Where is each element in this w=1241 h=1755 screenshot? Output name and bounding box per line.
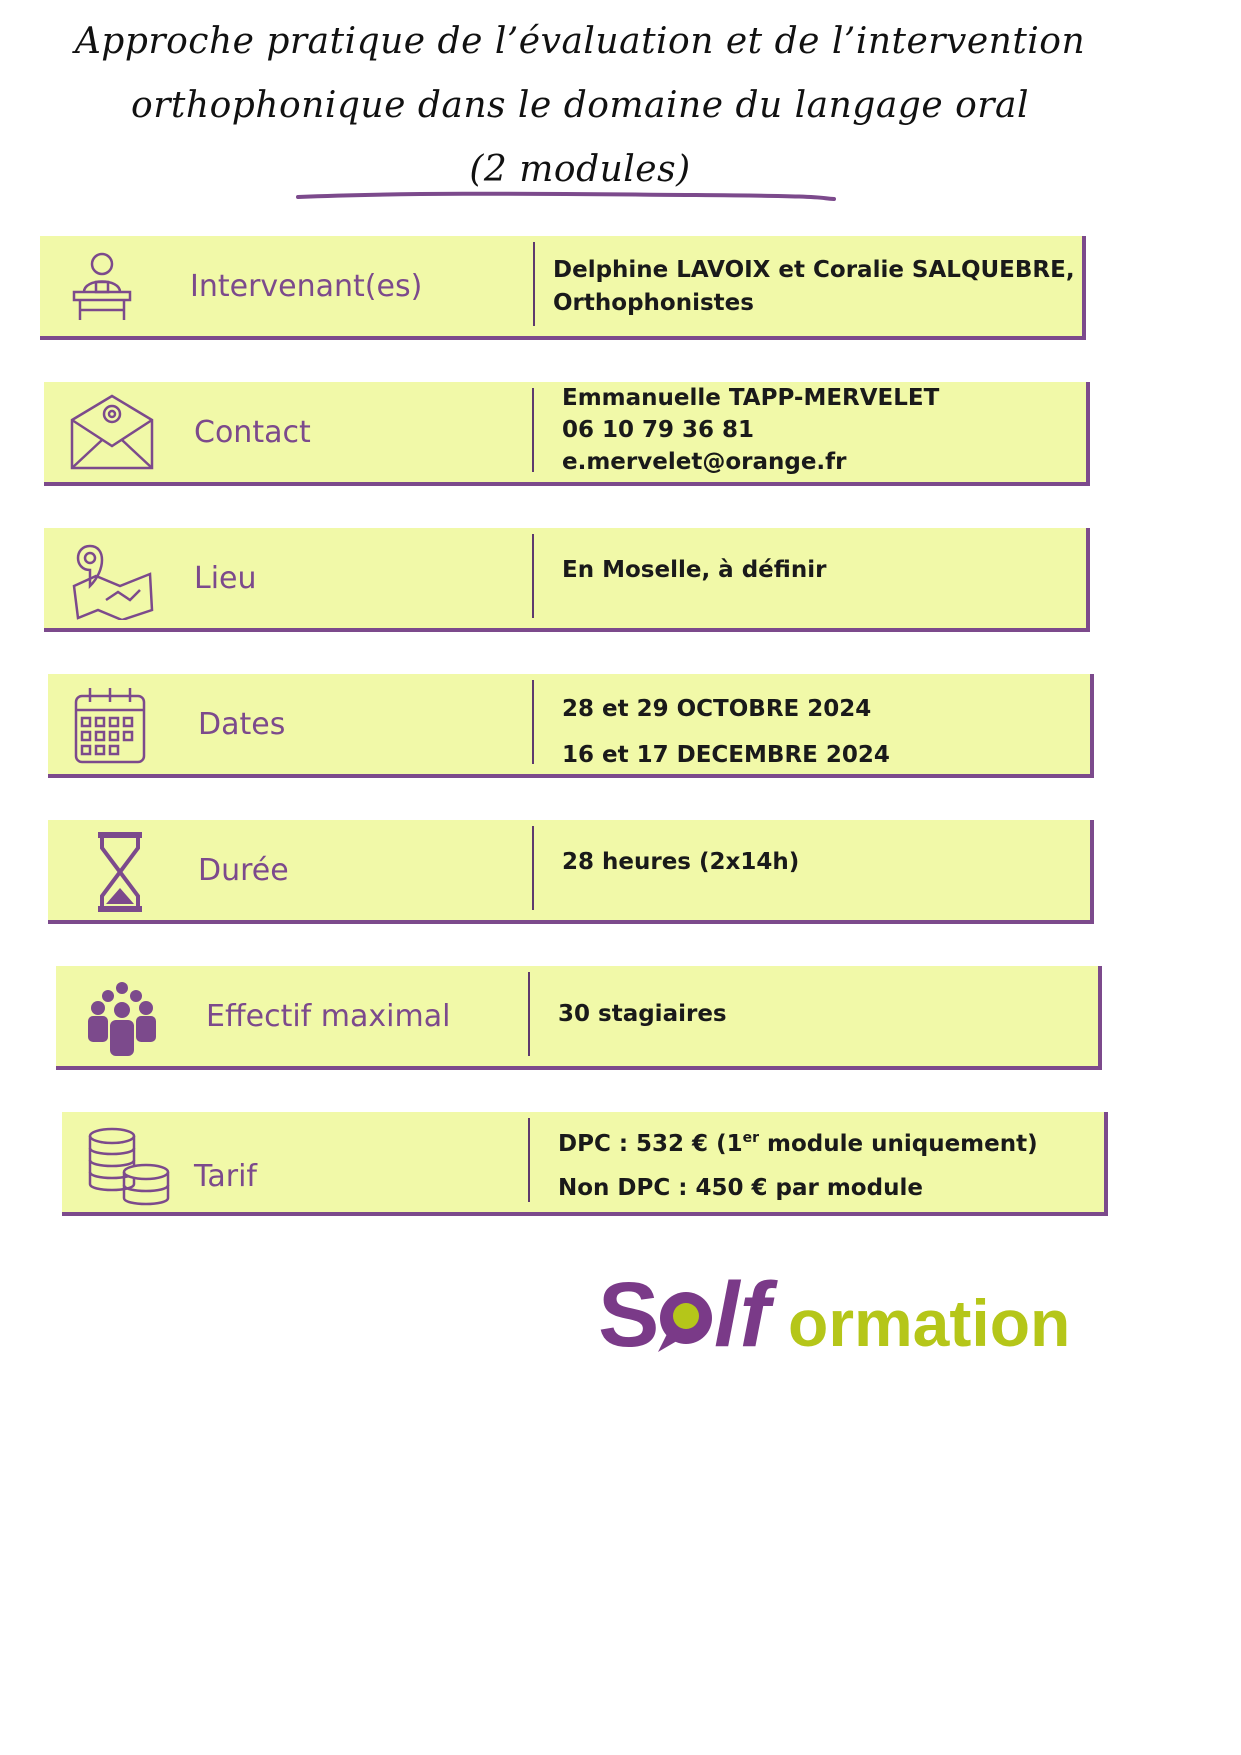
- tarif-superscript: er: [742, 1130, 759, 1146]
- row-divider: [532, 534, 534, 618]
- row-divider: [533, 242, 535, 326]
- logo-part-s: S: [598, 1264, 660, 1366]
- info-row-lieu: [44, 528, 1090, 632]
- row-divider: [532, 680, 534, 764]
- row-divider: [528, 972, 530, 1056]
- logo-graphic: [598, 1260, 1108, 1380]
- map-pin-icon: [66, 540, 154, 620]
- row-value: [562, 554, 826, 587]
- row-label: Effectif maximal: [206, 998, 451, 1034]
- value-line: e.mervelet@orange.fr: [562, 449, 847, 475]
- row-label: Tarif: [194, 1158, 257, 1194]
- calendar-icon: [70, 686, 158, 766]
- title-underline: [296, 188, 836, 204]
- row-label: Dates: [198, 706, 286, 742]
- info-row-tarif: [62, 1112, 1108, 1216]
- row-value: [553, 254, 1075, 320]
- value-line: En Moselle, à définir: [562, 557, 827, 583]
- row-divider: [528, 1118, 530, 1202]
- envelope-at-icon: [66, 394, 154, 474]
- logo-part-lf: lf: [714, 1264, 771, 1366]
- value-line: Emmanuelle TAPP-MERVELET: [562, 385, 940, 411]
- title-line-2: orthophonique dans le domaine du langage oral: [131, 85, 1029, 126]
- tarif-dpc-part1: DPC : 532 € (1: [558, 1131, 743, 1157]
- title-line-1: Approche pratique de l’évaluation et de l’intervention: [74, 21, 1086, 62]
- row-value: [558, 998, 727, 1031]
- value-line: 30 stagiaires: [558, 1001, 727, 1027]
- row-label: Lieu: [194, 560, 257, 596]
- row-value: [562, 686, 890, 778]
- value-line: [558, 1122, 1038, 1166]
- tarif-dpc-part2: module uniquement): [759, 1131, 1038, 1157]
- hourglass-icon: [70, 832, 158, 912]
- row-label: Contact: [194, 414, 311, 450]
- info-row-effectif: [56, 966, 1102, 1070]
- row-divider: [532, 826, 534, 910]
- value-line: 06 10 79 36 81: [562, 417, 755, 443]
- info-row-intervenants: [40, 236, 1086, 340]
- row-value: [562, 846, 799, 879]
- info-row-duree: [48, 820, 1094, 924]
- logo-part-ormation: ormation: [788, 1286, 1071, 1360]
- solformation-logo: [598, 1260, 1108, 1380]
- row-value: [558, 1122, 1038, 1210]
- group-icon: [78, 978, 166, 1058]
- document-title: [0, 10, 1160, 202]
- row-divider: [532, 388, 534, 472]
- row-label: Intervenant(es): [190, 268, 423, 304]
- row-value: [562, 382, 939, 478]
- title-line-3: (2 modules): [469, 149, 691, 190]
- info-row-dates: [48, 674, 1094, 778]
- logo-speech-bubble: [658, 1292, 712, 1352]
- row-label: Durée: [198, 852, 289, 888]
- speaker-at-desk-icon: [62, 248, 150, 328]
- coins-icon: [84, 1126, 172, 1206]
- info-row-contact: [44, 382, 1090, 486]
- value-line: 28 heures (2x14h): [562, 849, 800, 875]
- value-line: 28 et 29 OCTOBRE 2024: [562, 696, 872, 722]
- value-line: Orthophonistes: [553, 290, 754, 316]
- value-line: Delphine LAVOIX et Coralie SALQUEBRE,: [553, 257, 1075, 283]
- value-line: Non DPC : 450 € par module: [558, 1175, 923, 1201]
- value-line: 16 et 17 DECEMBRE 2024: [562, 742, 890, 768]
